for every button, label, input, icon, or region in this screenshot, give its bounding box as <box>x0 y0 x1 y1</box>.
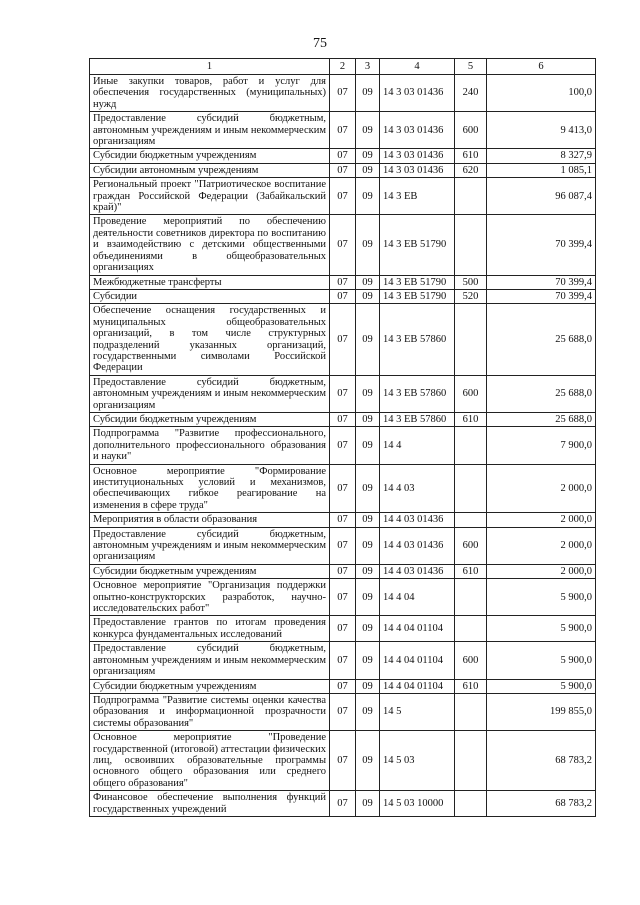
cell-target-article: 14 4 03 01436 <box>380 564 455 578</box>
cell-name: Проведение мероприятий по обеспечению деятельности советников директора по воспитанию и взаимодействию с детскими общественными объединениями в общеобразовательных организациях <box>90 215 330 275</box>
cell-target-article: 14 4 03 01436 <box>380 527 455 564</box>
cell-section: 07 <box>330 304 356 375</box>
cell-name: Субсидии бюджетным учреждениям <box>90 149 330 163</box>
cell-expense-type <box>455 731 487 791</box>
cell-expense-type <box>455 304 487 375</box>
cell-expense-type: 600 <box>455 527 487 564</box>
cell-section: 07 <box>330 642 356 679</box>
cell-subsection: 09 <box>356 679 380 693</box>
cell-subsection: 09 <box>356 513 380 527</box>
table-row <box>90 616 596 642</box>
cell-name: Субсидии бюджетным учреждениям <box>90 679 330 693</box>
cell-expense-type <box>455 513 487 527</box>
cell-name: Подпрограмма "Развитие системы оценки качества образования и информационной прозрачности системы образования" <box>90 693 330 730</box>
cell-amount: 5 900,0 <box>487 616 596 642</box>
cell-subsection: 09 <box>356 564 380 578</box>
cell-subsection: 09 <box>356 579 380 616</box>
table-row <box>90 163 596 177</box>
cell-subsection: 09 <box>356 642 380 679</box>
cell-section: 07 <box>330 791 356 817</box>
cell-target-article: 14 3 ЕВ 51790 <box>380 289 455 303</box>
cell-name: Финансовое обеспечение выполнения функций государственных учреждений <box>90 791 330 817</box>
cell-target-article: 14 4 03 01436 <box>380 513 455 527</box>
table-row <box>90 178 596 215</box>
cell-subsection: 09 <box>356 275 380 289</box>
cell-name: Межбюджетные трансферты <box>90 275 330 289</box>
cell-name: Основное мероприятие "Формирование институциональных условий и механизмов, обеспечивающих гибкое реагирование на изменения в сфере труда" <box>90 464 330 513</box>
cell-expense-type <box>455 215 487 275</box>
cell-amount: 5 900,0 <box>487 679 596 693</box>
cell-section: 07 <box>330 289 356 303</box>
cell-target-article: 14 3 ЕВ 51790 <box>380 275 455 289</box>
cell-amount: 68 783,2 <box>487 791 596 817</box>
cell-amount: 70 399,4 <box>487 275 596 289</box>
cell-target-article: 14 3 ЕВ 57860 <box>380 412 455 426</box>
cell-expense-type: 610 <box>455 679 487 693</box>
cell-target-article: 14 3 03 01436 <box>380 149 455 163</box>
column-header: 3 <box>356 59 380 75</box>
cell-section: 07 <box>330 679 356 693</box>
cell-amount: 2 000,0 <box>487 513 596 527</box>
cell-amount: 68 783,2 <box>487 731 596 791</box>
cell-name: Иные закупки товаров, работ и услуг для обеспечения государственных (муниципальных) нужд <box>90 75 330 112</box>
cell-amount: 25 688,0 <box>487 375 596 412</box>
table-row <box>90 564 596 578</box>
cell-name: Предоставление субсидий бюджетным, автономным учреждениям и иным некоммерческим организациям <box>90 375 330 412</box>
cell-name: Основное мероприятие "Организация поддержки опытно-конструкторских разработок, научно-исследовательских работ" <box>90 579 330 616</box>
cell-section: 07 <box>330 564 356 578</box>
cell-amount: 2 000,0 <box>487 464 596 513</box>
cell-amount: 70 399,4 <box>487 215 596 275</box>
table-row <box>90 112 596 149</box>
cell-section: 07 <box>330 731 356 791</box>
cell-section: 07 <box>330 163 356 177</box>
cell-name: Предоставление субсидий бюджетным, автономным учреждениям и иным некоммерческим организациям <box>90 112 330 149</box>
cell-amount: 1 085,1 <box>487 163 596 177</box>
cell-amount: 2 000,0 <box>487 527 596 564</box>
cell-target-article: 14 3 ЕВ 51790 <box>380 215 455 275</box>
cell-subsection: 09 <box>356 215 380 275</box>
cell-name: Предоставление грантов по итогам проведения конкурса фундаментальных исследований <box>90 616 330 642</box>
cell-target-article: 14 4 04 01104 <box>380 679 455 693</box>
cell-section: 07 <box>330 275 356 289</box>
cell-target-article: 14 5 03 <box>380 731 455 791</box>
cell-expense-type <box>455 791 487 817</box>
cell-expense-type: 610 <box>455 564 487 578</box>
cell-target-article: 14 3 03 01436 <box>380 163 455 177</box>
cell-target-article: 14 4 04 01104 <box>380 616 455 642</box>
cell-amount: 96 087,4 <box>487 178 596 215</box>
cell-section: 07 <box>330 616 356 642</box>
table-row <box>90 75 596 112</box>
cell-expense-type: 600 <box>455 112 487 149</box>
cell-section: 07 <box>330 149 356 163</box>
cell-expense-type: 600 <box>455 375 487 412</box>
table-row <box>90 275 596 289</box>
cell-section: 07 <box>330 375 356 412</box>
cell-subsection: 09 <box>356 289 380 303</box>
cell-expense-type <box>455 693 487 730</box>
table-row <box>90 375 596 412</box>
cell-expense-type <box>455 427 487 464</box>
cell-subsection: 09 <box>356 112 380 149</box>
cell-amount: 199 855,0 <box>487 693 596 730</box>
table-row <box>90 149 596 163</box>
cell-subsection: 09 <box>356 163 380 177</box>
cell-subsection: 09 <box>356 75 380 112</box>
cell-expense-type: 240 <box>455 75 487 112</box>
cell-target-article: 14 3 ЕВ 57860 <box>380 304 455 375</box>
cell-name: Обеспечение оснащения государственных и муниципальных общеобразовательных организаций, в том числе структурных подразделений указанных организаций, государственными символами Российской Федерации <box>90 304 330 375</box>
cell-amount: 70 399,4 <box>487 289 596 303</box>
cell-amount: 25 688,0 <box>487 304 596 375</box>
cell-amount: 5 900,0 <box>487 579 596 616</box>
cell-target-article: 14 3 ЕВ <box>380 178 455 215</box>
cell-amount: 8 327,9 <box>487 149 596 163</box>
cell-amount: 2 000,0 <box>487 564 596 578</box>
budget-table <box>89 58 596 817</box>
table-row <box>90 527 596 564</box>
table-row <box>90 215 596 275</box>
cell-target-article: 14 5 03 10000 <box>380 791 455 817</box>
cell-subsection: 09 <box>356 178 380 215</box>
cell-name: Подпрограмма "Развитие профессионального, дополнительного профессионального образования и науки" <box>90 427 330 464</box>
table-row <box>90 791 596 817</box>
cell-subsection: 09 <box>356 791 380 817</box>
cell-expense-type: 610 <box>455 149 487 163</box>
cell-name: Мероприятия в области образования <box>90 513 330 527</box>
cell-expense-type: 620 <box>455 163 487 177</box>
cell-section: 07 <box>330 178 356 215</box>
cell-target-article: 14 4 <box>380 427 455 464</box>
cell-section: 07 <box>330 464 356 513</box>
page-number: 75 <box>313 36 327 51</box>
cell-expense-type: 520 <box>455 289 487 303</box>
cell-expense-type: 610 <box>455 412 487 426</box>
cell-expense-type: 600 <box>455 642 487 679</box>
cell-subsection: 09 <box>356 304 380 375</box>
cell-name: Предоставление субсидий бюджетным, автономным учреждениям и иным некоммерческим организациям <box>90 642 330 679</box>
cell-target-article: 14 5 <box>380 693 455 730</box>
cell-expense-type <box>455 616 487 642</box>
table-row <box>90 289 596 303</box>
cell-subsection: 09 <box>356 527 380 564</box>
cell-expense-type <box>455 464 487 513</box>
cell-target-article: 14 3 03 01436 <box>380 112 455 149</box>
table-row <box>90 427 596 464</box>
cell-section: 07 <box>330 112 356 149</box>
cell-subsection: 09 <box>356 693 380 730</box>
cell-section: 07 <box>330 579 356 616</box>
cell-expense-type <box>455 579 487 616</box>
table-row <box>90 513 596 527</box>
cell-section: 07 <box>330 693 356 730</box>
table-row <box>90 642 596 679</box>
cell-subsection: 09 <box>356 412 380 426</box>
table-row <box>90 731 596 791</box>
table-row <box>90 412 596 426</box>
cell-name: Предоставление субсидий бюджетным, автономным учреждениям и иным некоммерческим организациям <box>90 527 330 564</box>
cell-amount: 100,0 <box>487 75 596 112</box>
column-header: 2 <box>330 59 356 75</box>
table-header-row <box>90 59 596 75</box>
cell-section: 07 <box>330 513 356 527</box>
cell-expense-type: 500 <box>455 275 487 289</box>
cell-section: 07 <box>330 527 356 564</box>
cell-target-article: 14 4 04 01104 <box>380 642 455 679</box>
column-header: 1 <box>90 59 330 75</box>
cell-name: Субсидии <box>90 289 330 303</box>
cell-target-article: 14 3 03 01436 <box>380 75 455 112</box>
table-row <box>90 679 596 693</box>
cell-subsection: 09 <box>356 375 380 412</box>
cell-amount: 5 900,0 <box>487 642 596 679</box>
cell-amount: 9 413,0 <box>487 112 596 149</box>
column-header: 6 <box>487 59 596 75</box>
cell-amount: 25 688,0 <box>487 412 596 426</box>
cell-name: Региональный проект "Патриотическое воспитание граждан Российской Федерации (Забайкальский край)" <box>90 178 330 215</box>
column-header: 4 <box>380 59 455 75</box>
cell-target-article: 14 4 04 <box>380 579 455 616</box>
table-row <box>90 464 596 513</box>
cell-amount: 7 900,0 <box>487 427 596 464</box>
cell-target-article: 14 3 ЕВ 57860 <box>380 375 455 412</box>
cell-section: 07 <box>330 75 356 112</box>
cell-subsection: 09 <box>356 731 380 791</box>
cell-name: Основное мероприятие "Проведение государственной (итоговой) аттестации физических лиц, освоивших образовательные программы основного общего образования или среднего общего образования" <box>90 731 330 791</box>
cell-target-article: 14 4 03 <box>380 464 455 513</box>
cell-subsection: 09 <box>356 149 380 163</box>
table-row <box>90 693 596 730</box>
cell-subsection: 09 <box>356 616 380 642</box>
table-row <box>90 304 596 375</box>
table-row <box>90 579 596 616</box>
column-header: 5 <box>455 59 487 75</box>
cell-section: 07 <box>330 427 356 464</box>
cell-name: Субсидии бюджетным учреждениям <box>90 564 330 578</box>
cell-subsection: 09 <box>356 427 380 464</box>
cell-expense-type <box>455 178 487 215</box>
cell-subsection: 09 <box>356 464 380 513</box>
table-body <box>90 75 596 817</box>
cell-name: Субсидии бюджетным учреждениям <box>90 412 330 426</box>
cell-section: 07 <box>330 215 356 275</box>
cell-section: 07 <box>330 412 356 426</box>
cell-name: Субсидии автономным учреждениям <box>90 163 330 177</box>
